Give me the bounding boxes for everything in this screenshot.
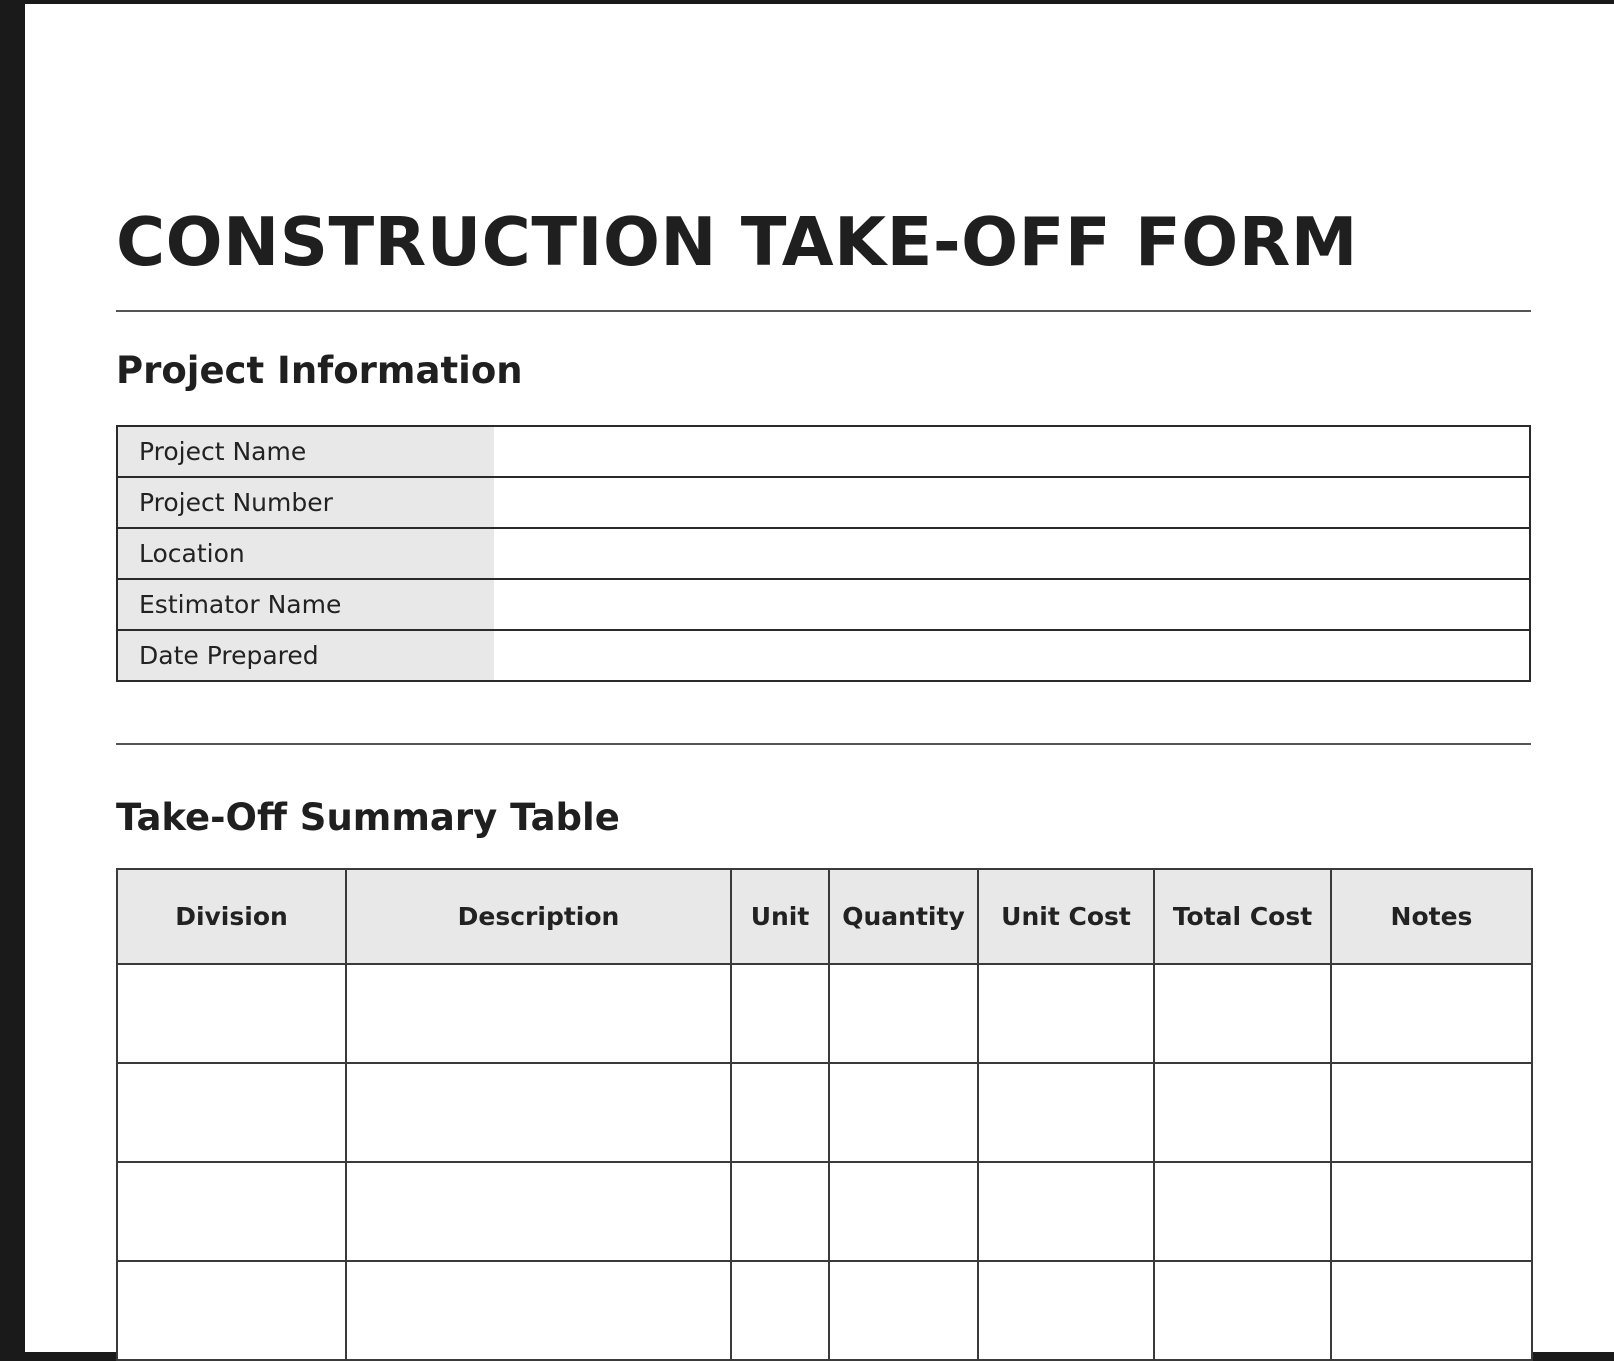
column-header-total-cost: Total Cost: [1154, 869, 1331, 964]
document-title: CONSTRUCTION TAKE-OFF FORM: [116, 203, 1358, 281]
field-label: Estimator Name: [117, 579, 494, 630]
project-name-field[interactable]: [494, 426, 1530, 477]
date-prepared-field[interactable]: [494, 630, 1530, 681]
location-field[interactable]: [494, 528, 1530, 579]
table-row: [117, 1162, 1532, 1261]
field-label: Location: [117, 528, 494, 579]
field-row-project-number: [117, 477, 1530, 528]
notes-cell[interactable]: [1331, 964, 1532, 1063]
field-row-project-name: [117, 426, 1530, 477]
total-cost-cell[interactable]: [1154, 1162, 1331, 1261]
takeoff-summary-table: [116, 868, 1533, 1361]
title-divider: [116, 310, 1531, 312]
field-row-date-prepared: [117, 630, 1530, 681]
total-cost-cell[interactable]: [1154, 964, 1331, 1063]
quantity-cell[interactable]: [829, 964, 978, 1063]
table-row: [117, 1063, 1532, 1162]
column-header-division: Division: [117, 869, 346, 964]
unit-cell[interactable]: [731, 1162, 829, 1261]
description-cell[interactable]: [346, 1261, 731, 1360]
table-row: [117, 964, 1532, 1063]
division-cell[interactable]: [117, 1063, 346, 1162]
table-row: [117, 1261, 1532, 1360]
section-heading-summary-table: Take-Off Summary Table: [116, 796, 620, 839]
field-row-location: [117, 528, 1530, 579]
unit-cost-cell[interactable]: [978, 1162, 1154, 1261]
division-cell[interactable]: [117, 964, 346, 1063]
description-cell[interactable]: [346, 964, 731, 1063]
unit-cost-cell[interactable]: [978, 1063, 1154, 1162]
estimator-name-field[interactable]: [494, 579, 1530, 630]
notes-cell[interactable]: [1331, 1162, 1532, 1261]
division-cell[interactable]: [117, 1261, 346, 1360]
total-cost-cell[interactable]: [1154, 1063, 1331, 1162]
section-heading-project-information: Project Information: [116, 349, 523, 392]
description-cell[interactable]: [346, 1162, 731, 1261]
quantity-cell[interactable]: [829, 1162, 978, 1261]
notes-cell[interactable]: [1331, 1261, 1532, 1360]
division-cell[interactable]: [117, 1162, 346, 1261]
column-header-unit-cost: Unit Cost: [978, 869, 1154, 964]
unit-cell[interactable]: [731, 964, 829, 1063]
field-label: Project Number: [117, 477, 494, 528]
column-header-unit: Unit: [731, 869, 829, 964]
field-row-estimator-name: [117, 579, 1530, 630]
total-cost-cell[interactable]: [1154, 1261, 1331, 1360]
project-information-table: [116, 425, 1531, 682]
column-header-description: Description: [346, 869, 731, 964]
table-header-row: [117, 869, 1532, 964]
unit-cost-cell[interactable]: [978, 964, 1154, 1063]
field-label: Project Name: [117, 426, 494, 477]
unit-cell[interactable]: [731, 1063, 829, 1162]
field-label: Date Prepared: [117, 630, 494, 681]
project-number-field[interactable]: [494, 477, 1530, 528]
notes-cell[interactable]: [1331, 1063, 1532, 1162]
document-page: [25, 4, 1614, 1352]
column-header-notes: Notes: [1331, 869, 1532, 964]
description-cell[interactable]: [346, 1063, 731, 1162]
column-header-quantity: Quantity: [829, 869, 978, 964]
quantity-cell[interactable]: [829, 1063, 978, 1162]
unit-cost-cell[interactable]: [978, 1261, 1154, 1360]
quantity-cell[interactable]: [829, 1261, 978, 1360]
unit-cell[interactable]: [731, 1261, 829, 1360]
section-divider: [116, 743, 1531, 745]
